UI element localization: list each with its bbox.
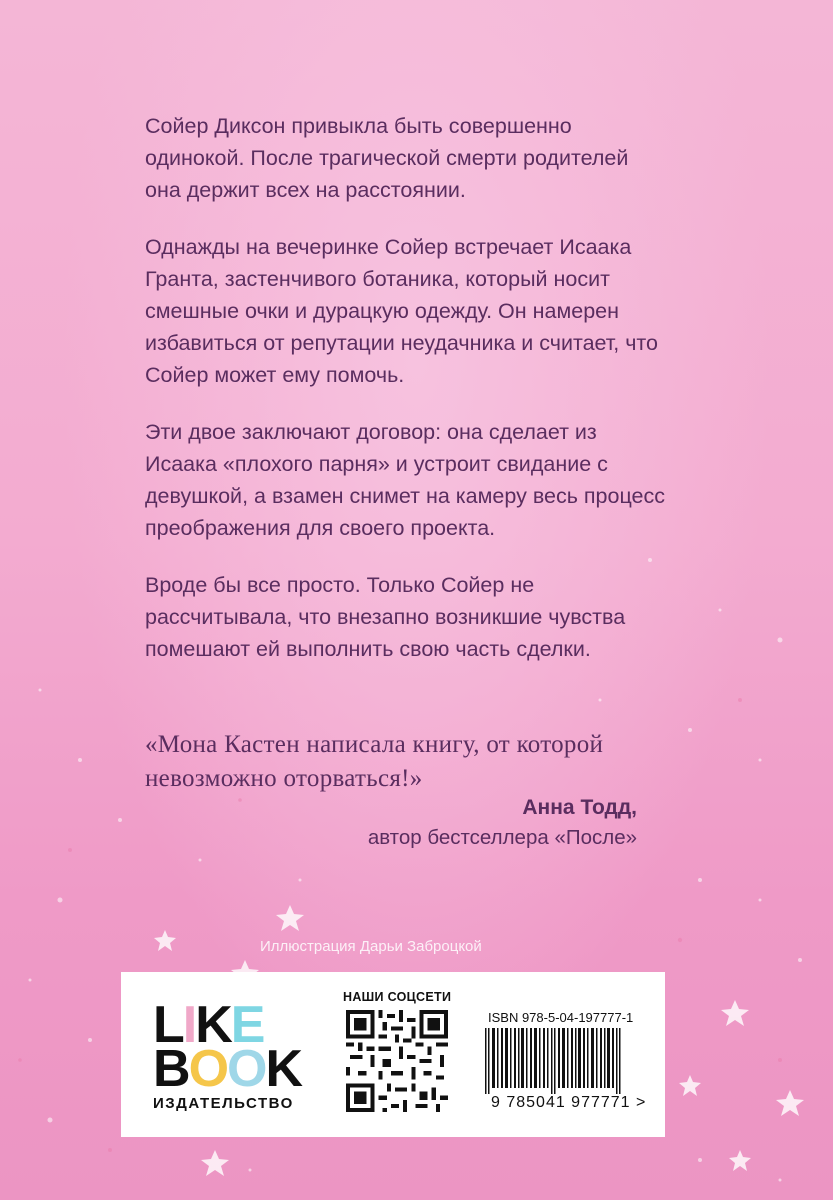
logo-letter: O xyxy=(227,1040,266,1098)
logo-letter: L xyxy=(153,996,183,1054)
logo-letter: O xyxy=(188,1040,228,1098)
book-description xyxy=(145,110,665,690)
barcode-icon xyxy=(483,1028,633,1094)
description-paragraph: Сойер Диксон привыкла быть совершенно одинокой. После трагической смерти родителей она держит всех на расстоянии. xyxy=(145,114,629,202)
social-label: НАШИ СОЦСЕТИ xyxy=(343,990,452,1004)
isbn-label: ISBN 978-5-04-197777-1 xyxy=(488,1010,634,1025)
quote-author-role: автор бестселлера «После» xyxy=(367,826,637,849)
logo-letter: I xyxy=(182,996,196,1054)
logo-row-book xyxy=(153,1040,308,1098)
publisher-panel xyxy=(121,972,665,1137)
logo-subtitle: ИЗДАТЕЛЬСТВО xyxy=(153,1095,294,1112)
quote-author: Анна Тодд, xyxy=(522,796,637,819)
illustration-credit: Иллюстрация Дарьи Заброцкой xyxy=(260,938,482,955)
description-paragraph: Эти двое заключают договор: она сделает из Исаака «плохого парня» и устроит свидание с девушкой, а взамен снимет на камеру весь процесс преображения для своего проекта. xyxy=(145,420,665,540)
logo-letter: K xyxy=(195,996,231,1054)
logo-letter: K xyxy=(265,1040,302,1098)
logo-letter: B xyxy=(153,1040,189,1098)
qr-code-icon[interactable] xyxy=(346,1010,448,1112)
description-paragraph: Вроде бы все просто. Только Сойер не рассчитывала, что внезапно возникшие чувства помешают ей выполнить свою часть сделки. xyxy=(145,573,626,661)
publisher-logo xyxy=(153,996,308,1113)
description-paragraph: Однажды на вечеринке Сойер встречает Исаака Гранта, застенчивого ботаника, который носит смешные очки и дурацкую одежду. Он намерен избавиться от репутации неудачника и считает, что Сойер может ему помочь. xyxy=(145,235,658,387)
barcode-digits: 9 785041 977771 > xyxy=(491,1094,647,1111)
logo-letter: E xyxy=(230,996,264,1054)
review-quote: «Мона Кастен написала книгу, от которой невозможно оторваться!» xyxy=(145,731,604,792)
